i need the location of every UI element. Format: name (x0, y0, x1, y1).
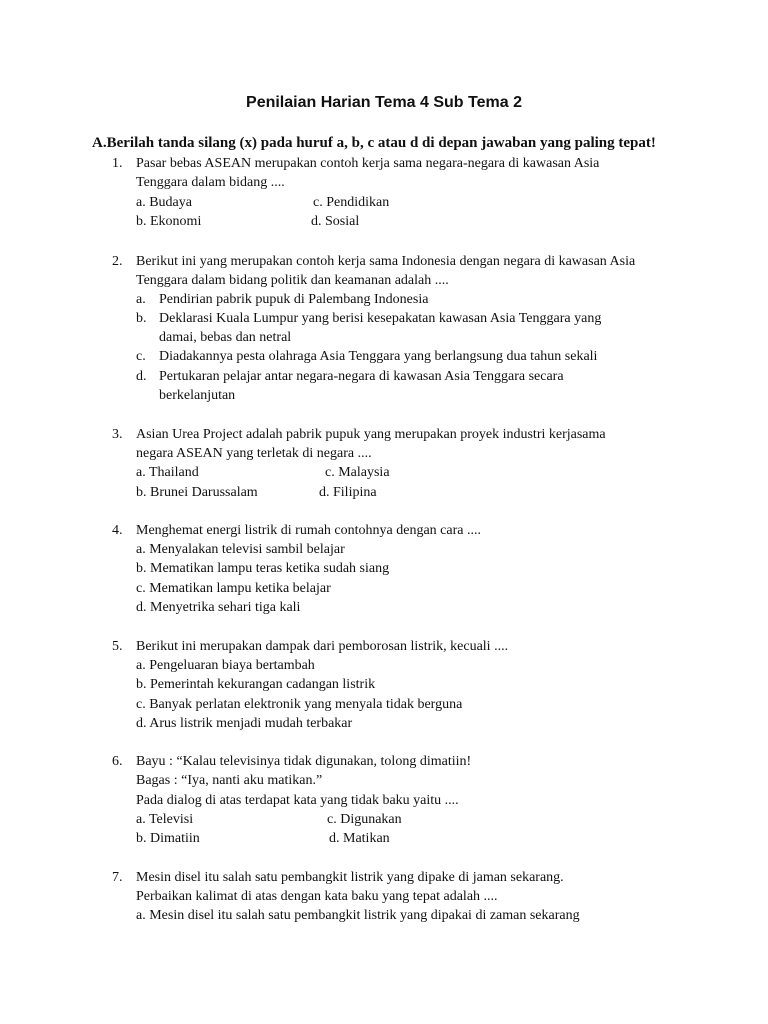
option-text: Pendirian pabrik pupuk di Palembang Indonesia (159, 292, 429, 307)
question-stem: negara ASEAN yang terletak di negara .... (136, 446, 372, 461)
option-b: b. Brunei Darussalam (136, 485, 258, 500)
option-b: b. Ekonomi (136, 214, 202, 229)
option-d: d. Sosial (311, 214, 360, 229)
question-stem: Perbaikan kalimat di atas dengan kata baku yang tepat adalah .... (136, 889, 498, 904)
option-letter: d. (136, 369, 147, 384)
option-d: d. Matikan (329, 831, 390, 846)
option-d: d. Menyetrika sehari tiga kali (136, 600, 301, 615)
option-c: c. Banyak perlatan elektronik yang menyala tidak berguna (136, 697, 463, 712)
question-number: 2. (112, 254, 123, 269)
option-b: b. Pemerintah kekurangan cadangan listrik (136, 677, 376, 692)
option-c: c. Digunakan (327, 812, 402, 827)
option-d: d. Arus listrik menjadi mudah terbakar (136, 716, 353, 731)
question-number: 1. (112, 156, 123, 171)
question-stem: Berikut ini yang merupakan contoh kerja sama Indonesia dengan negara di kawasan Asia (136, 254, 636, 269)
question-stem: Mesin disel itu salah satu pembangkit listrik yang dipake di jaman sekarang. (136, 870, 564, 885)
option-a: a. Thailand (136, 465, 199, 480)
option-c: c. Malaysia (325, 465, 390, 480)
instruction: A.Berilah tanda silang (x) pada huruf a, b, c atau d di depan jawaban yang paling tepat! (92, 135, 656, 151)
option-letter: a. (136, 292, 146, 307)
question-stem: Asian Urea Project adalah pabrik pupuk yang merupakan proyek industri kerjasama (136, 427, 606, 442)
question-stem: Pada dialog di atas terdapat kata yang tidak baku yaitu .... (136, 793, 459, 808)
option-text: Deklarasi Kuala Lumpur yang berisi kesepakatan kawasan Asia Tenggara yang (159, 311, 602, 326)
option-text: Pertukaran pelajar antar negara-negara di kawasan Asia Tenggara secara (159, 369, 564, 384)
option-a: a. Menyalakan televisi sambil belajar (136, 542, 345, 557)
question-number: 6. (112, 754, 123, 769)
option-text: berkelanjutan (159, 388, 236, 403)
page-title: Penilaian Harian Tema 4 Sub Tema 2 (246, 94, 522, 111)
question-stem: Menghemat energi listrik di rumah contohnya dengan cara .... (136, 523, 481, 538)
option-a: a. Budaya (136, 195, 192, 210)
option-b: b. Dimatiin (136, 831, 200, 846)
question-number: 3. (112, 427, 123, 442)
question-stem: Tenggara dalam bidang .... (136, 175, 285, 190)
option-text: Diadakannya pesta olahraga Asia Tenggara yang berlangsung dua tahun sekali (159, 349, 598, 364)
dialog-line: Bayu : “Kalau televisinya tidak digunakan, tolong dimatiin! (136, 754, 472, 769)
option-letter: c. (136, 349, 146, 364)
question-stem: Tenggara dalam bidang politik dan keamanan adalah .... (136, 273, 449, 288)
option-d: d. Filipina (319, 485, 377, 500)
option-c: c. Mematikan lampu ketika belajar (136, 581, 331, 596)
dialog-line: Bagas : “Iya, nanti aku matikan.” (136, 773, 323, 788)
question-stem: Berikut ini merupakan dampak dari pemborosan listrik, kecuali .... (136, 639, 509, 654)
option-a: a. Mesin disel itu salah satu pembangkit listrik yang dipakai di zaman sekarang (136, 908, 580, 923)
option-b: b. Mematikan lampu teras ketika sudah siang (136, 561, 390, 576)
question-number: 5. (112, 639, 123, 654)
option-text: damai, bebas dan netral (159, 330, 292, 345)
option-letter: b. (136, 311, 147, 326)
option-c: c. Pendidikan (313, 195, 390, 210)
question-number: 4. (112, 523, 123, 538)
question-stem: Pasar bebas ASEAN merupakan contoh kerja sama negara-negara di kawasan Asia (136, 156, 600, 171)
option-a: a. Pengeluaran biaya bertambah (136, 658, 315, 673)
question-number: 7. (112, 870, 123, 885)
option-a: a. Televisi (136, 812, 194, 827)
